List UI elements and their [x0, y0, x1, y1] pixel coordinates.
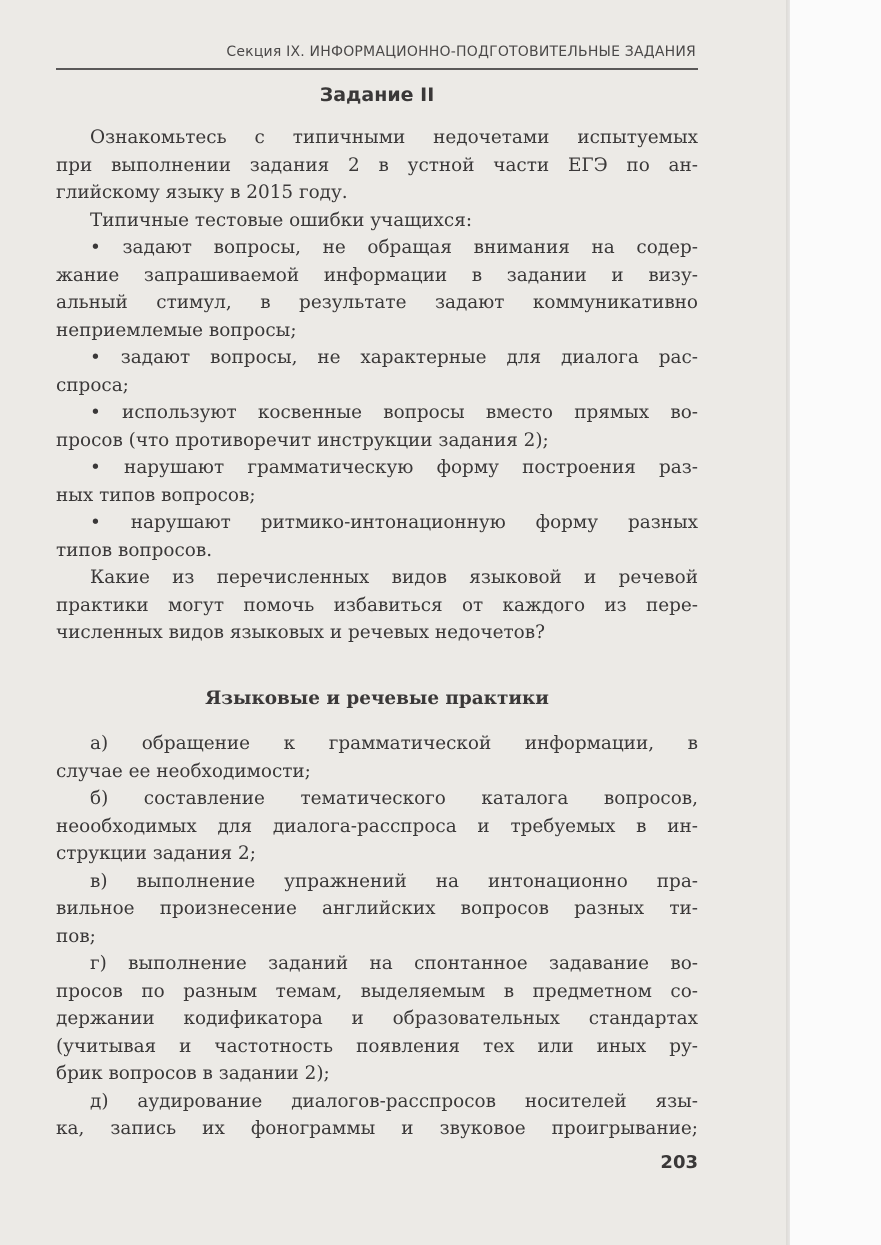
practice-item-line: держании кодификатора и образовательных стандартах [56, 1008, 698, 1029]
practice-item-line: неообходимых для диалога-расспроса и требуемых в ин- [56, 815, 698, 837]
practice-item-line: в) выполнение упражнений на интонационно пра- [90, 870, 698, 892]
practice-item-line: струкции задания 2; [56, 843, 256, 864]
error-item-line: жание запрашиваемой информации в задании и визу- [56, 264, 698, 286]
intro-line: Ознакомьтесь с типичными недочетами испытуемых [90, 127, 698, 148]
practice-item-line: а) обращение к грамматической информации, в [90, 733, 698, 754]
practice-item-line: (учитывая и частотность появления тех или иных ру- [56, 1035, 698, 1057]
practice-item-line: г) выполнение заданий на спонтанное задавание во- [90, 953, 698, 974]
running-head: Секция IX. ИНФОРМАЦИОННО-ПОДГОТОВИТЕЛЬНЫЕ ЗАДАНИЯ [226, 44, 696, 60]
page-number: 203 [660, 1152, 698, 1173]
error-item-line: спроса; [56, 374, 129, 396]
practice-item-line: вильное произнесение английских вопросов разных ти- [56, 898, 698, 919]
intro-line: при выполнении задания 2 в устной части ЕГЭ по ан- [56, 154, 698, 176]
practice-item-line: д) аудирование диалогов-расспросов носителей язы- [90, 1090, 698, 1112]
practice-item-line: ка, запись их фонограммы и звуковое проигрывание; [56, 1118, 698, 1139]
question-line: Какие из перечисленных видов языковой и речевой [90, 567, 698, 588]
error-item-line: • нарушают грамматическую форму построения раз- [90, 457, 698, 478]
error-item-line: альный стимул, в результате задают коммуникативно [56, 292, 698, 313]
practice-item-line: брик вопросов в задании 2); [56, 1063, 330, 1084]
header-rule [56, 68, 698, 70]
practice-item-line: пов; [56, 925, 96, 947]
error-item-line: • используют косвенные вопросы вместо прямых во- [90, 402, 698, 423]
practices-list [56, 730, 698, 1143]
errors-heading: Типичные тестовые ошибки учащихся: [90, 209, 473, 231]
intro-line: глийскому языку в 2015 году. [56, 182, 348, 203]
question-line: практики могут помочь избавиться от каждого из пере- [56, 594, 698, 616]
error-item-line: просов (что противоречит инструкции задания 2); [56, 429, 549, 451]
practice-item-line: просов по разным темам, выделяемым в предметном со- [56, 980, 698, 1002]
practice-item-line: случае ее необходимости; [56, 760, 311, 782]
error-item-line: неприемлемые вопросы; [56, 319, 297, 341]
practice-item-line: б) составление тематического каталога вопросов, [90, 788, 698, 809]
practices-title: Языковые и речевые практики [205, 688, 549, 709]
error-item-line: типов вопросов. [56, 539, 213, 561]
scan-margin [790, 0, 881, 1245]
task-title: Задание II [319, 84, 435, 106]
error-item-line: • задают вопросы, не обращая внимания на содер- [90, 237, 698, 258]
error-item-line: ных типов вопросов; [56, 484, 256, 506]
task-body [56, 124, 698, 647]
question-line: численных видов языковых и речевых недочетов? [56, 622, 545, 643]
error-item-line: • нарушают ритмико-интонационную форму разных [90, 512, 698, 533]
error-item-line: • задают вопросы, не характерные для диалога рас- [90, 347, 698, 368]
